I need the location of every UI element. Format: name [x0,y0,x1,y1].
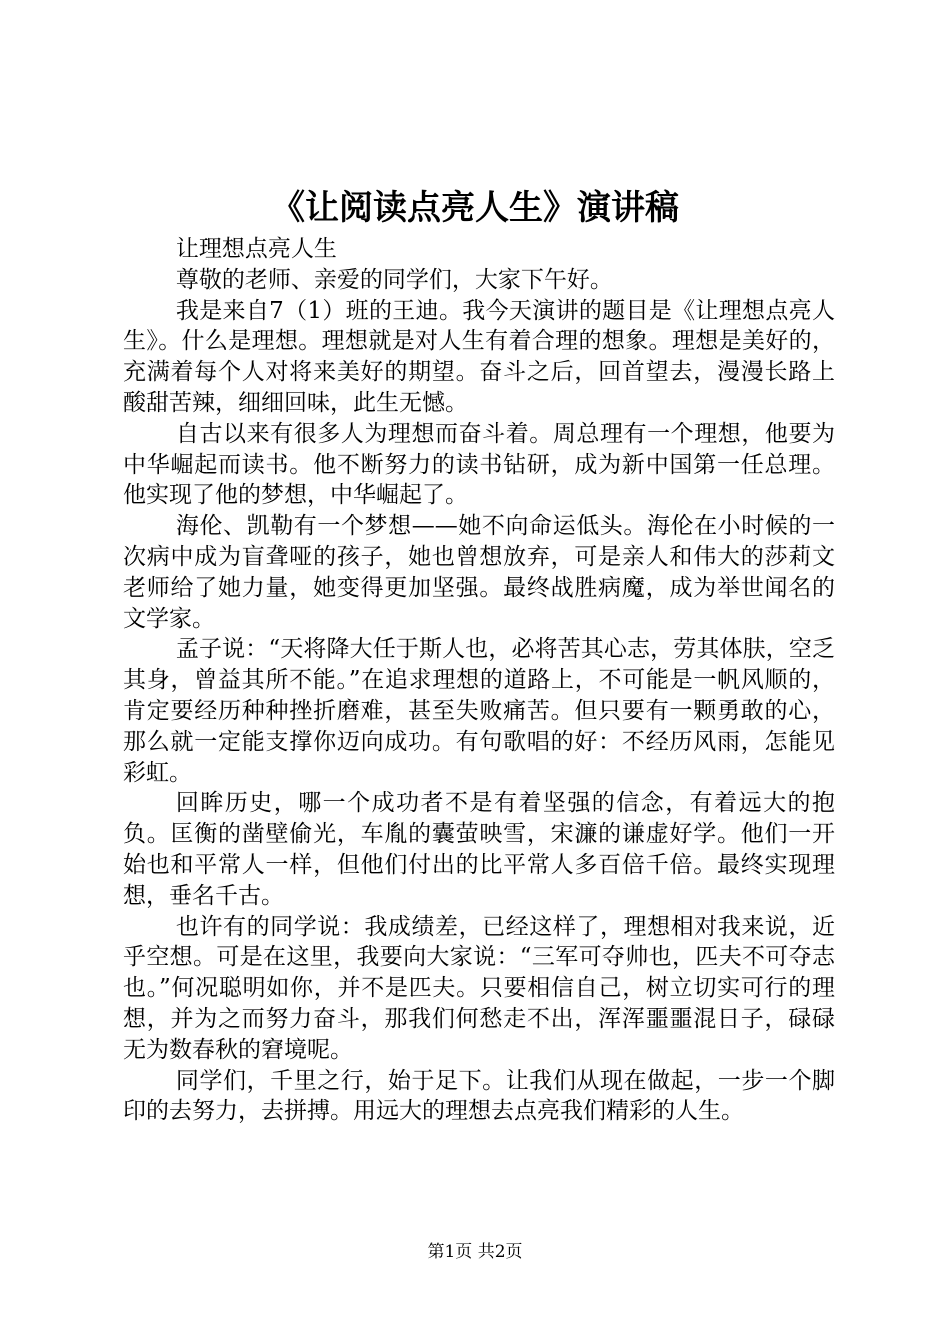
paragraph-closing: 同学们，千里之行，始于足下。让我们从现在做起，一步一个脚印的去努力，去拼搏。用远大的理想去点亮我们精彩的人生。 [123,1067,835,1125]
document-title: 《让阅读点亮人生》演讲稿 [271,188,679,228]
paragraph: 海伦、凯勒有一个梦想——她不向命运低头。海伦在小时候的一次病中成为盲聋哑的孩子，她也曾想放弃，可是亲人和伟大的莎莉文老师给了她力量，她变得更加坚强。最终战胜病魔，成为举世闻名的文学家。 [123,513,835,632]
paragraph: 自古以来有很多人为理想而奋斗着。周总理有一个理想，他要为中华崛起而读书。他不断努力的读书钻研，成为新中国第一任总理。他实现了他的梦想，中华崛起了。 [123,420,835,509]
paragraph-greeting: 尊敬的老师、亲爱的同学们，大家下午好。 [175,266,613,293]
document-body [123,234,835,1127]
paragraph-subtitle: 让理想点亮人生 [175,236,337,262]
paragraph: 也许有的同学说：我成绩差，已经这样了，理想相对我来说，近乎空想。可是在这里，我要向大家说：“三军可夺帅也，匹夫不可夺志也。”何况聪明如你，并不是匹夫。只要相信自己，树立切实可行的理想，并为之而努力奋斗，那我们何愁走不出，浑浑噩噩混日子，碌碌无为数春秋的窘境呢。 [123,913,835,1063]
paragraph: 我是来自7（1）班的王迪。我今天演讲的题目是《让理想点亮人生》。什么是理想。理想就是对人生有着合理的想象。理想是美好的，充满着每个人对将来美好的期望。奋斗之后，回首望去，漫漫长路上酸甜苦辣，细细回味，此生无憾。 [123,297,835,416]
paragraph: 孟子说：“天将降大任于斯人也，必将苦其心志，劳其体肤，空乏其身，曾益其所不能。”在追求理想的道路上，不可能是一帆风顺的，肯定要经历种种挫折磨难，甚至失败痛苦。但只要有一颗勇敢的心，那么就一定能支撑你迈向成功。有句歌唱的好：不经历风雨，怎能见彩虹。 [123,636,835,786]
paragraph: 回眸历史，哪一个成功者不是有着坚强的信念，有着远大的抱负。匡衡的凿壁偷光，车胤的囊萤映雪，宋濂的谦虚好学。他们一开始也和平常人一样，但他们付出的比平常人多百倍千倍。最终实现理想，垂名千古。 [123,790,835,909]
page-footer: 第1页 共2页 [427,1242,523,1262]
